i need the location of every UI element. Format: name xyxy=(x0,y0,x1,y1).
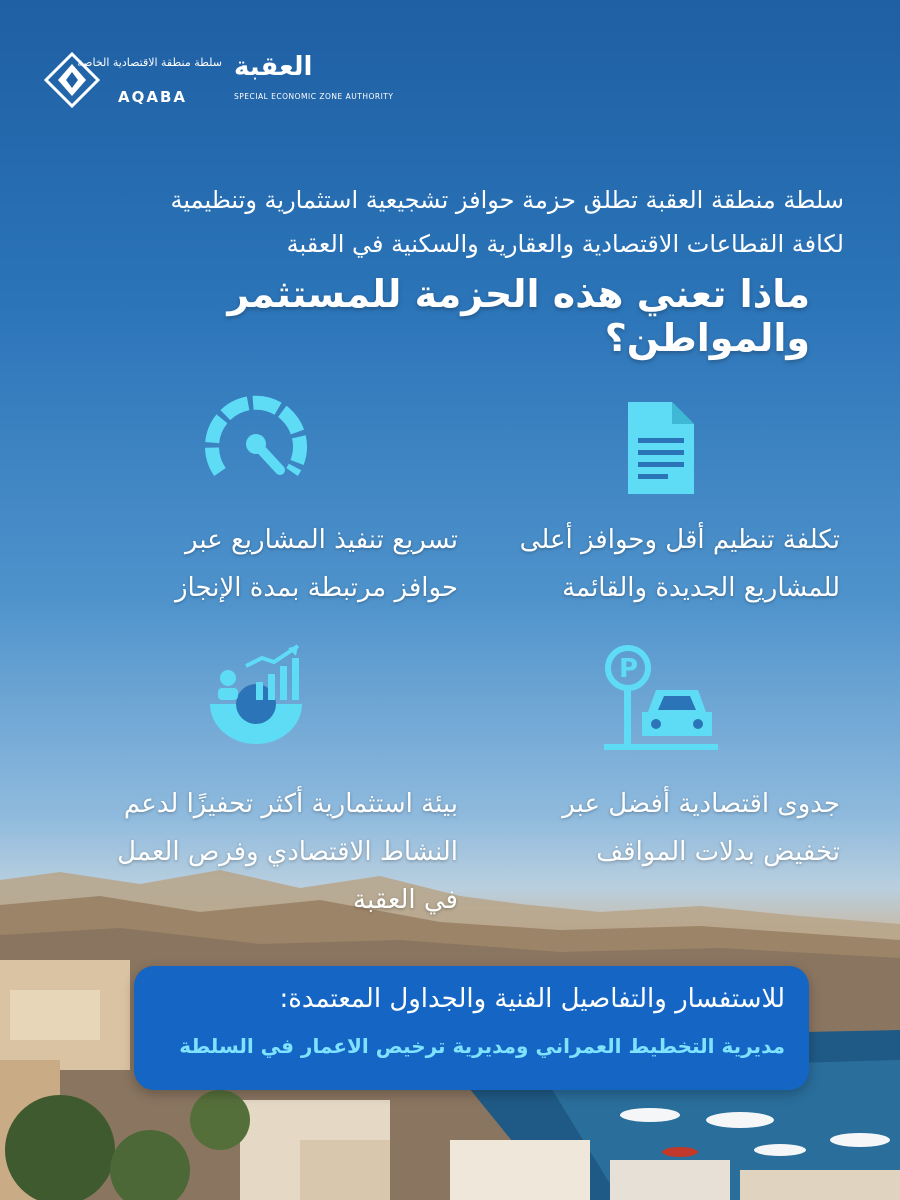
speedometer-icon xyxy=(204,394,308,480)
logo-arabic-main: العقبة xyxy=(234,52,313,82)
logo-english-sub: SPECIAL ECONOMIC ZONE AUTHORITY xyxy=(234,92,394,101)
growth-gear-icon xyxy=(206,644,306,744)
logo-english-main: AQABA xyxy=(118,88,188,106)
document-icon xyxy=(628,402,694,494)
feature-line: جدوى اقتصادية أفضل عبر xyxy=(562,789,840,819)
feature-line: للمشاريع الجديدة والقائمة xyxy=(562,573,840,603)
feature-line: تخفيض بدلات المواقف xyxy=(596,837,840,867)
feature-line: حوافز مرتبطة بمدة الإنجاز xyxy=(174,573,458,603)
intro-line-1: سلطة منطقة العقبة تطلق حزمة حوافز تشجيعية استثمارية وتنظيمية xyxy=(170,186,844,214)
aqaba-logo xyxy=(44,48,394,108)
feature-line: بيئة استثمارية أكثر تحفيزًا لدعم xyxy=(123,789,458,819)
feature-line: تسريع تنفيذ المشاريع عبر xyxy=(185,525,458,555)
parking-car-icon xyxy=(604,644,718,752)
feature-line: النشاط الاقتصادي وفرص العمل xyxy=(117,837,458,867)
feature-line: تكلفة تنظيم أقل وحوافز أعلى xyxy=(519,525,840,555)
intro-line-2: لكافة القطاعات الاقتصادية والعقارية والسكنية في العقبة xyxy=(286,230,844,258)
headline: ماذا تعني هذه الحزمة للمستثمر والمواطن؟ xyxy=(227,272,810,360)
contact-subtitle: مديرية التخطيط العمراني ومديرية ترخيص الاعمار في السلطة xyxy=(179,1034,785,1058)
contact-box xyxy=(134,966,809,1090)
intro-text xyxy=(44,178,844,266)
feature-parking-fees xyxy=(460,780,840,876)
logo-arabic-sub: سلطة منطقة الاقتصادية الخاصة xyxy=(77,56,222,69)
feature-reduced-cost xyxy=(460,516,840,612)
feature-faster-projects xyxy=(58,516,458,612)
feature-line: في العقبة xyxy=(353,885,458,915)
svg-text:P: P xyxy=(619,654,639,684)
contact-title: للاستفسار والتفاصيل الفنية والجداول المعتمدة: xyxy=(279,984,785,1014)
feature-investment-environment xyxy=(58,780,458,924)
